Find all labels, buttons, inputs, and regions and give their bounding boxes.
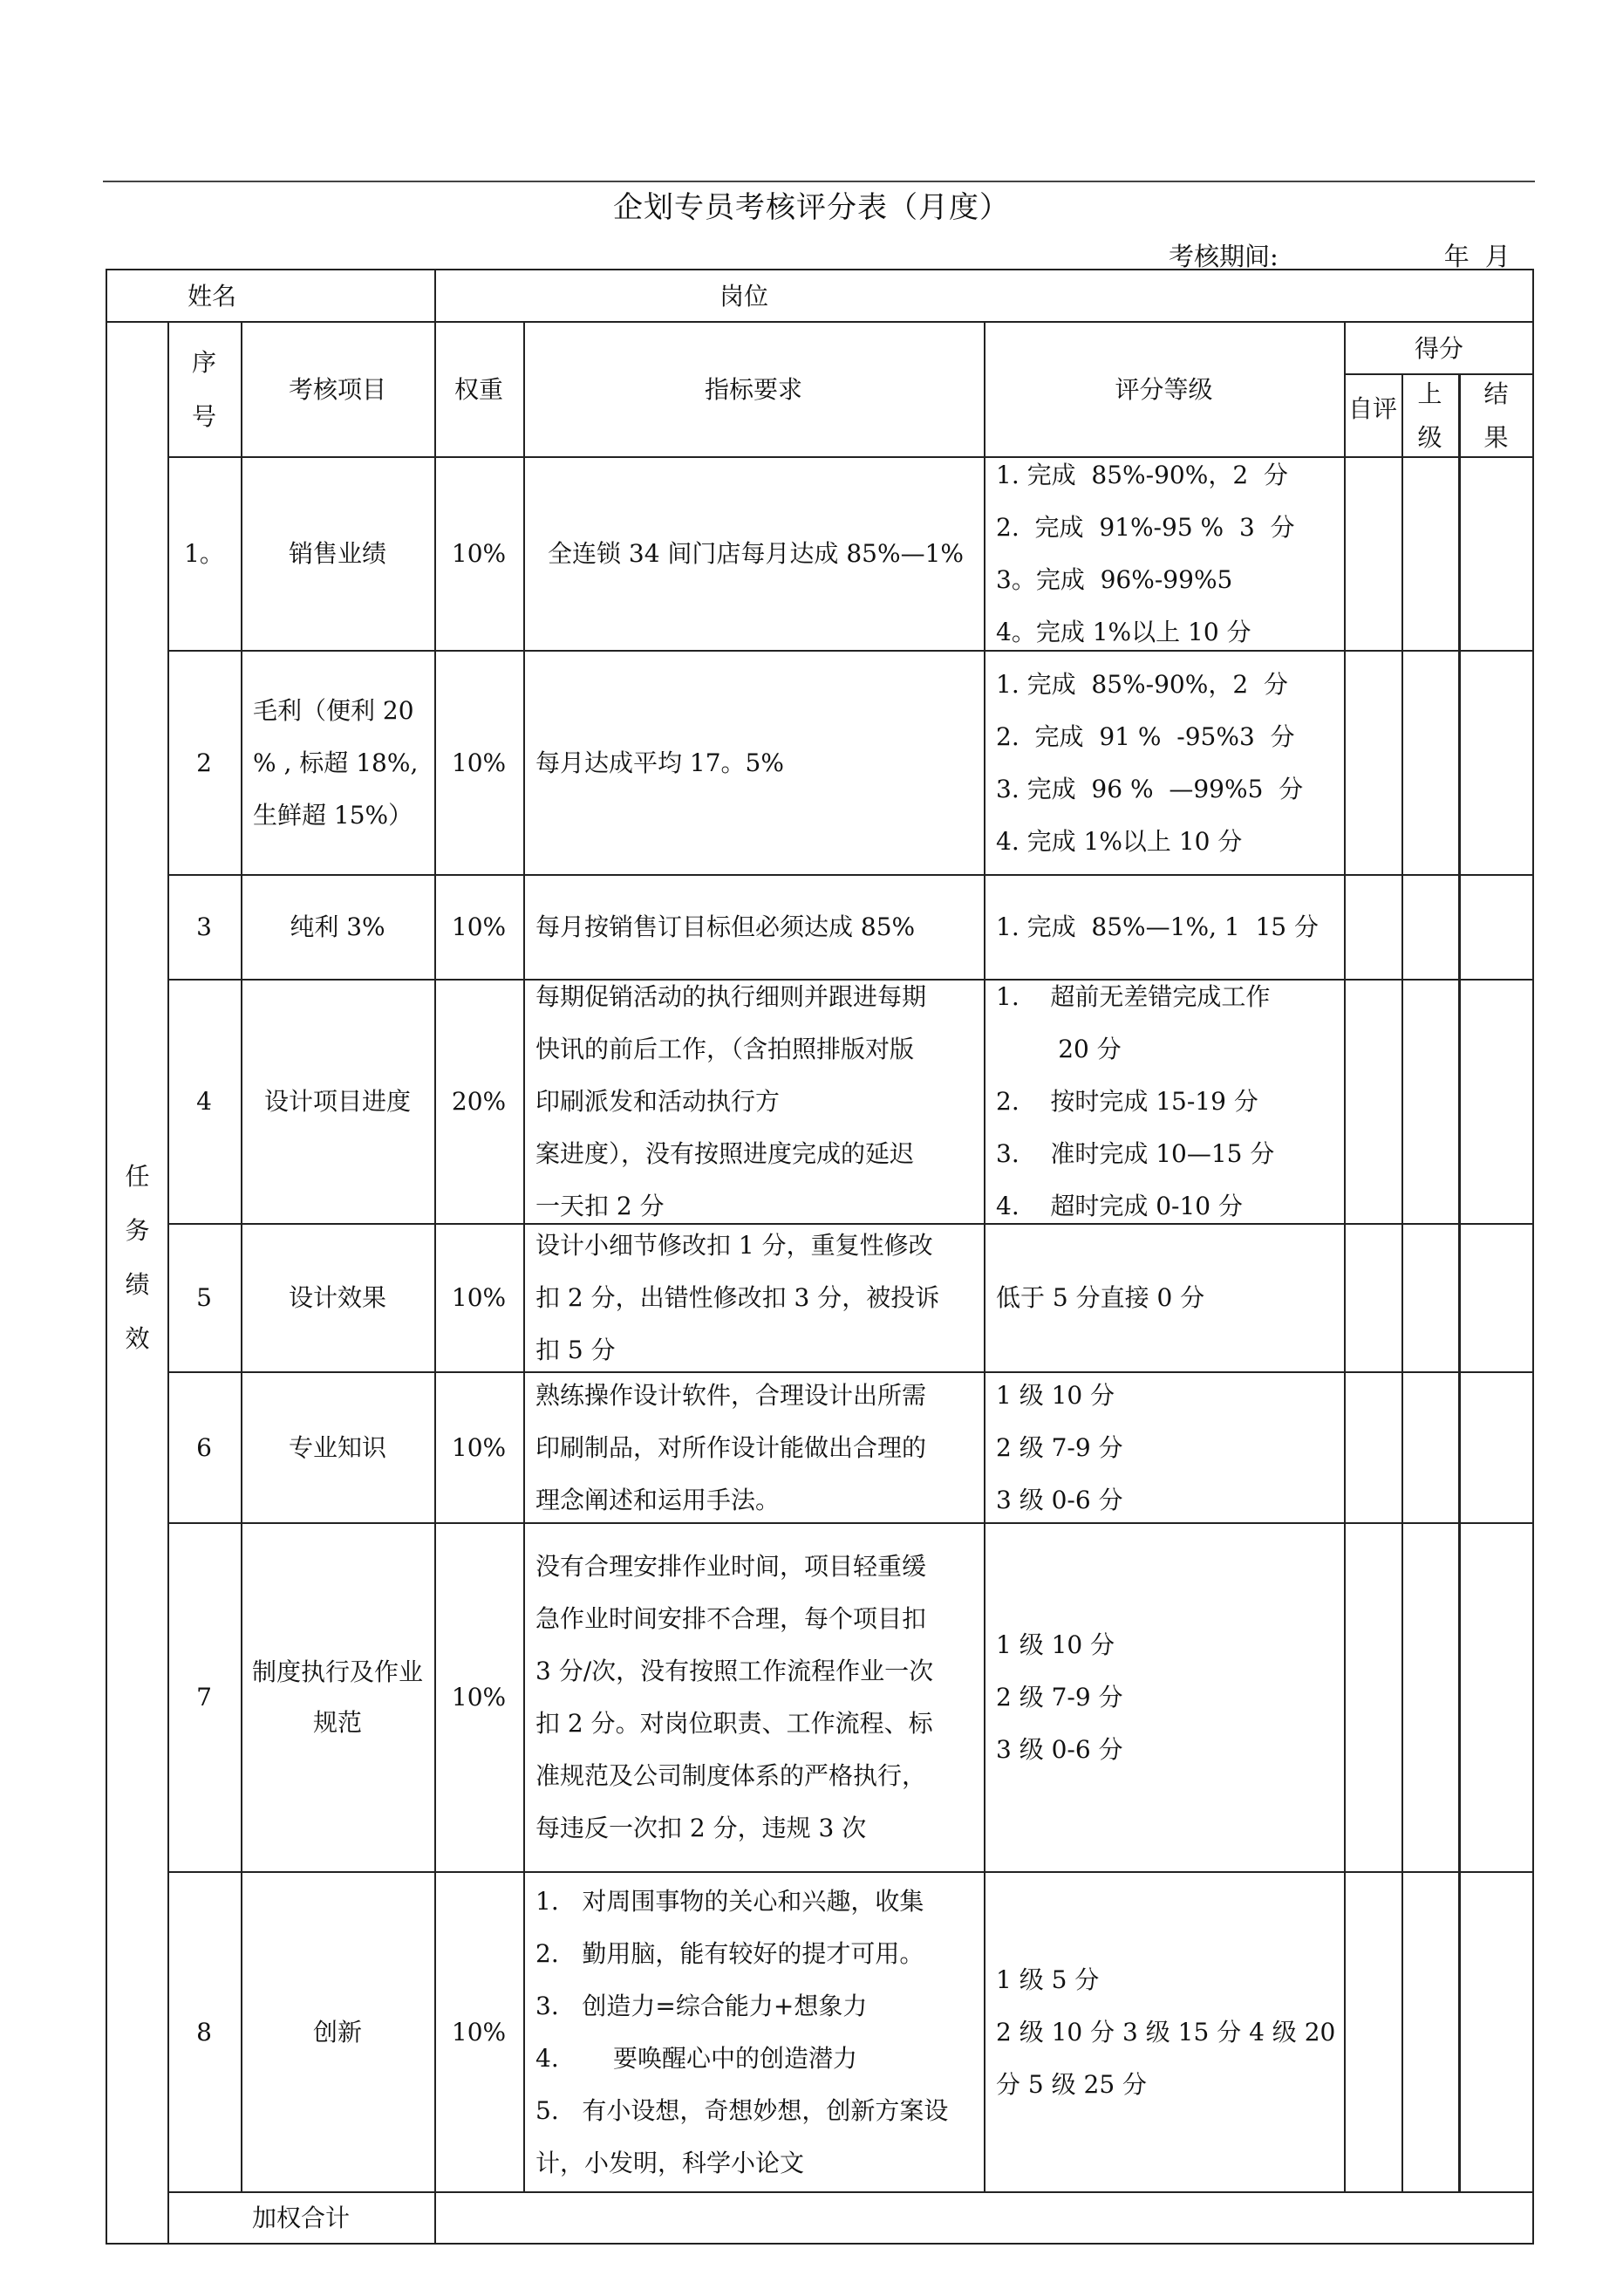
row-self-score — [1344, 876, 1401, 979]
row-indicator-line: 理念阐述和运用手法。 — [535, 1485, 781, 1514]
row-indicator — [523, 981, 984, 1223]
period-month: 月 — [1484, 242, 1510, 271]
row-indicator-line: 设计小细节修改扣 1 分，重复性修改 — [535, 1231, 933, 1260]
grid-line — [1401, 375, 1403, 2192]
row-indicator-line: 每违反一次扣 2 分，违规 3 次 — [535, 1814, 867, 1842]
row-indicator-lines — [535, 1541, 933, 1855]
row-item-line: 生鲜超 15%） — [253, 800, 413, 830]
row-self-score — [1344, 1373, 1401, 1522]
row-indicator-lines — [535, 1370, 926, 1527]
grid-line — [167, 650, 1534, 652]
row-item-line: 创新 — [312, 2017, 362, 2047]
name-label: 姓名 — [187, 282, 236, 311]
row-grade-lines — [996, 1619, 1123, 1776]
row-item — [241, 458, 434, 650]
row-item-lines — [290, 902, 385, 953]
row-seq: 6 — [196, 1432, 212, 1462]
row-item — [241, 1873, 434, 2191]
row-grade-line: 分 5 级 25 分 — [996, 2069, 1148, 2099]
row-indicator-line: 没有合理安排作业时间，项目轻重缓 — [535, 1552, 927, 1581]
page-title: 企划专员考核评分表（月度） — [613, 190, 1010, 225]
grid-line — [167, 874, 1534, 876]
row-seq: 2 — [196, 748, 212, 777]
row-indicator-lines — [535, 971, 926, 1233]
row-indicator-line: 每月按销售订目标但必须达成 85% — [535, 912, 916, 941]
row-grade — [984, 1373, 1344, 1522]
row-indicator-line: 准规范及公司制度体系的严格执行， — [535, 1761, 927, 1790]
row-item — [241, 1225, 434, 1371]
row-item — [241, 1524, 434, 1871]
row-weight: 10% — [451, 1432, 507, 1462]
row-indicator-line: 2. 勤用脑，能有较好的提才可用。 — [535, 1938, 924, 1968]
row-indicator-line: 计，小发明，科学小论文 — [535, 2148, 805, 2177]
result-header-line: 结 — [1483, 379, 1509, 408]
row-item-line: 设计效果 — [288, 1283, 386, 1312]
row-indicator-line: 每期促销活动的执行细则并跟进每期 — [535, 982, 927, 1011]
row-indicator-lines — [535, 901, 915, 953]
row-superior-score — [1401, 1873, 1458, 2191]
grid-line — [167, 1871, 1534, 1873]
row-indicator-line: 快讯的前后工作，（含拍照排版对版 — [535, 1035, 915, 1063]
row-grade-lines — [996, 1954, 1335, 2111]
row-indicator-line: 扣 2 分。对岗位职责、工作流程、标 — [535, 1709, 933, 1738]
row-weight: 10% — [451, 2017, 507, 2047]
row-superior-score — [1401, 458, 1458, 650]
grid-line — [1458, 375, 1461, 2192]
assessment-period — [1169, 237, 1510, 273]
row-item-line: 纯利 3% — [290, 912, 385, 941]
row-grade-line: 4. 超时完成 0-10 分 — [996, 1192, 1244, 1220]
row-indicator — [523, 1873, 984, 2191]
grid-line — [434, 270, 436, 323]
row-result-score — [1458, 1225, 1534, 1371]
row-grade-line: 3 级 0-6 分 — [996, 1485, 1123, 1514]
indicator-header: 指标要求 — [704, 375, 802, 404]
row-grade-line: 2. 完成 91%-95 % 3 分 — [996, 513, 1295, 542]
row-result-score — [1458, 458, 1534, 650]
row-weight: 20% — [451, 1087, 507, 1116]
seq-header-line: 号 — [191, 402, 216, 431]
row-grade — [984, 1524, 1344, 1871]
row-indicator-line: 4. 要唤醒心中的创造潜力 — [535, 2043, 858, 2073]
row-superior-score — [1401, 652, 1458, 874]
row-grade — [984, 876, 1344, 979]
row-superior-score — [1401, 1373, 1458, 1522]
row-item-lines — [289, 1273, 386, 1323]
row-item-line: 设计项目进度 — [263, 1087, 411, 1116]
row-grade — [984, 652, 1344, 874]
row-grade-line: 1. 完成 85%-90%，2 分 — [996, 669, 1288, 699]
row-grade-line: 3。完成 96%-99%5 — [996, 565, 1233, 594]
section-label-char: 务 — [125, 1215, 150, 1245]
row-grade-lines — [996, 901, 1319, 953]
row-item — [241, 1373, 434, 1522]
row-indicator-line: 印刷派发和活动执行方 — [535, 1087, 781, 1116]
row-self-score — [1344, 1225, 1401, 1371]
row-seq: 8 — [196, 2017, 212, 2047]
grid-line — [434, 2192, 436, 2245]
result-score-header — [1458, 375, 1534, 457]
row-weight: 10% — [451, 1683, 507, 1712]
row-grade-line: 1 级 5 分 — [996, 1965, 1100, 1994]
row-indicator-lines — [535, 737, 784, 789]
row-grade — [984, 1225, 1344, 1371]
row-seq: 7 — [196, 1683, 212, 1712]
score-header: 得分 — [1414, 334, 1463, 363]
row-grade-lines — [996, 971, 1274, 1233]
row-grade — [984, 1873, 1344, 2191]
row-grade-line: 4. 完成 1%以上 10 分 — [996, 826, 1243, 856]
self-score-header: 自评 — [1347, 394, 1397, 423]
seq-header-line: 序 — [191, 348, 216, 377]
row-item-lines — [289, 529, 386, 579]
row-grade — [984, 458, 1344, 650]
grid-line — [167, 1223, 1534, 1225]
row-grade-line: 2 级 10 分 3 级 15 分 4 级 20 — [996, 2017, 1336, 2047]
row-indicator — [523, 876, 984, 979]
row-weight: 10% — [451, 1283, 507, 1312]
item-header: 考核项目 — [288, 375, 386, 404]
period-label: 考核期间: — [1169, 242, 1279, 271]
row-indicator-line: 印刷制品，对所作设计能做出合理的 — [535, 1432, 927, 1462]
row-indicator-line: 每月达成平均 17。5% — [535, 748, 784, 777]
row-grade-line: 1. 完成 85%—1%, 1 15 分 — [996, 912, 1320, 941]
grid-line — [107, 321, 1534, 323]
row-seq: 5 — [196, 1283, 212, 1312]
grid-line — [241, 323, 242, 2192]
row-result-score — [1458, 981, 1534, 1223]
period-year: 年 — [1443, 242, 1470, 271]
row-item-lines — [253, 685, 418, 842]
row-item-line: % , 标超 18%, — [253, 748, 419, 777]
row-result-score — [1458, 876, 1534, 979]
row-grade-line: 低于 5 分直接 0 分 — [996, 1283, 1205, 1312]
row-indicator-lines — [548, 528, 964, 580]
row-result-score — [1458, 1373, 1534, 1522]
row-self-score — [1344, 1524, 1401, 1871]
grid-line — [1344, 373, 1534, 375]
row-indicator-line: 3. 创造力=综合能力+想象力 — [535, 1991, 868, 2020]
grid-line — [167, 979, 1534, 981]
row-indicator-line: 3 分/次，没有按照工作流程作业一次 — [535, 1657, 934, 1685]
row-weight: 10% — [451, 748, 507, 777]
section-label-char: 绩 — [125, 1269, 150, 1299]
row-result-score — [1458, 1524, 1534, 1871]
row-grade-line: 1 级 10 分 — [996, 1630, 1115, 1659]
row-indicator — [523, 458, 984, 650]
row-indicator-line: 扣 5 分 — [535, 1336, 616, 1364]
section-label-char: 任 — [125, 1161, 150, 1191]
superior-header-line: 级 — [1417, 423, 1442, 452]
row-indicator — [523, 1225, 984, 1371]
row-self-score — [1344, 458, 1401, 650]
row-indicator-lines — [535, 1220, 939, 1377]
row-indicator-line: 案进度），没有按照进度完成的延迟 — [535, 1139, 915, 1168]
row-grade-line: 3. 准时完成 10—15 分 — [996, 1139, 1275, 1168]
row-item-line: 规范 — [312, 1708, 362, 1737]
row-grade — [984, 981, 1344, 1223]
row-grade-lines — [996, 1272, 1204, 1324]
row-weight: 10% — [451, 912, 507, 941]
row-seq: 1。 — [184, 539, 224, 568]
top-rule — [103, 181, 1535, 182]
superior-header-line: 上 — [1417, 379, 1442, 408]
grid-line — [167, 1371, 1534, 1373]
row-indicator-line: 急作业时间安排不合理，每个项目扣 — [535, 1604, 927, 1633]
grid-line — [523, 323, 525, 2192]
row-grade-line: 3. 完成 96 % —99%5 分 — [996, 774, 1304, 803]
row-grade-line: 4。完成 1%以上 10 分 — [996, 618, 1251, 646]
section-label-char: 效 — [125, 1323, 150, 1353]
row-indicator-line: 全连锁 34 间门店每月达成 85%—1% — [548, 539, 964, 568]
result-header-line: 果 — [1483, 423, 1509, 452]
row-grade-line: 20 分 — [996, 1035, 1122, 1063]
row-indicator-line: 熟练操作设计软件，合理设计出所需 — [535, 1380, 927, 1410]
row-superior-score — [1401, 1524, 1458, 1871]
row-indicator-line: 一天扣 2 分 — [535, 1192, 665, 1220]
grid-line — [434, 323, 436, 2192]
row-result-score — [1458, 1873, 1534, 2191]
row-item-line: 制度执行及作业 — [251, 1657, 423, 1686]
row-superior-score — [1401, 981, 1458, 1223]
row-grade-lines — [996, 659, 1303, 868]
row-grade-line: 2. 完成 91 % -95%3 分 — [996, 721, 1295, 751]
row-result-score — [1458, 652, 1534, 874]
row-weight: 10% — [451, 539, 507, 568]
row-grade-line: 2. 按时完成 15-19 分 — [996, 1087, 1258, 1116]
grid-line — [167, 1522, 1534, 1524]
row-indicator — [523, 1524, 984, 1871]
row-item-lines — [313, 2007, 362, 2058]
row-indicator — [523, 652, 984, 874]
row-item — [241, 876, 434, 979]
row-grade-lines — [996, 449, 1295, 659]
row-superior-score — [1401, 876, 1458, 979]
row-item-line: 专业知识 — [288, 1432, 386, 1462]
grid-line — [1344, 323, 1346, 2192]
row-item-line: 毛利（便利 20 — [253, 695, 414, 725]
row-self-score — [1344, 652, 1401, 874]
row-grade-lines — [996, 1370, 1123, 1527]
row-indicator-lines — [535, 1876, 948, 2190]
row-grade-line: 1 级 10 分 — [996, 1380, 1115, 1410]
section-label — [107, 323, 167, 2192]
grid-line — [167, 456, 1534, 458]
row-indicator-line: 1. 对周围事物的关心和兴趣，收集 — [535, 1886, 924, 1916]
seq-header — [167, 323, 241, 457]
row-seq: 3 — [196, 912, 212, 941]
row-indicator-line: 扣 2 分，出错性修改扣 3 分，被投诉 — [535, 1283, 940, 1312]
row-indicator — [523, 1373, 984, 1522]
row-self-score — [1344, 1873, 1401, 2191]
grade-header: 评分等级 — [1115, 375, 1213, 404]
row-seq: 4 — [196, 1087, 212, 1116]
row-superior-score — [1401, 1225, 1458, 1371]
grid-line — [167, 2191, 1534, 2193]
weight-header: 权重 — [453, 375, 503, 404]
row-indicator-line: 5. 有小设想，奇想妙想，创新方案设 — [535, 2095, 949, 2125]
grid-line — [167, 323, 169, 2245]
position-label: 岗位 — [719, 282, 768, 311]
row-grade-line: 1. 完成 85%-90%，2 分 — [996, 461, 1288, 489]
row-item-lines — [252, 1647, 423, 1748]
assessment-table — [106, 269, 1534, 2245]
row-item — [241, 981, 434, 1223]
weighted-total-label: 加权合计 — [251, 2204, 350, 2232]
row-grade-line: 3 级 0-6 分 — [996, 1735, 1123, 1764]
grid-line — [984, 323, 985, 2192]
row-item — [241, 652, 434, 874]
row-grade-line: 2 级 7-9 分 — [996, 1432, 1123, 1462]
row-item-lines — [264, 1076, 411, 1127]
row-item-line: 销售业绩 — [288, 539, 386, 568]
row-self-score — [1344, 981, 1401, 1223]
row-grade-line: 2 级 7-9 分 — [996, 1683, 1123, 1712]
row-grade-line: 1. 超前无差错完成工作 — [996, 982, 1271, 1011]
superior-score-header — [1401, 375, 1458, 457]
row-item-lines — [289, 1423, 386, 1473]
